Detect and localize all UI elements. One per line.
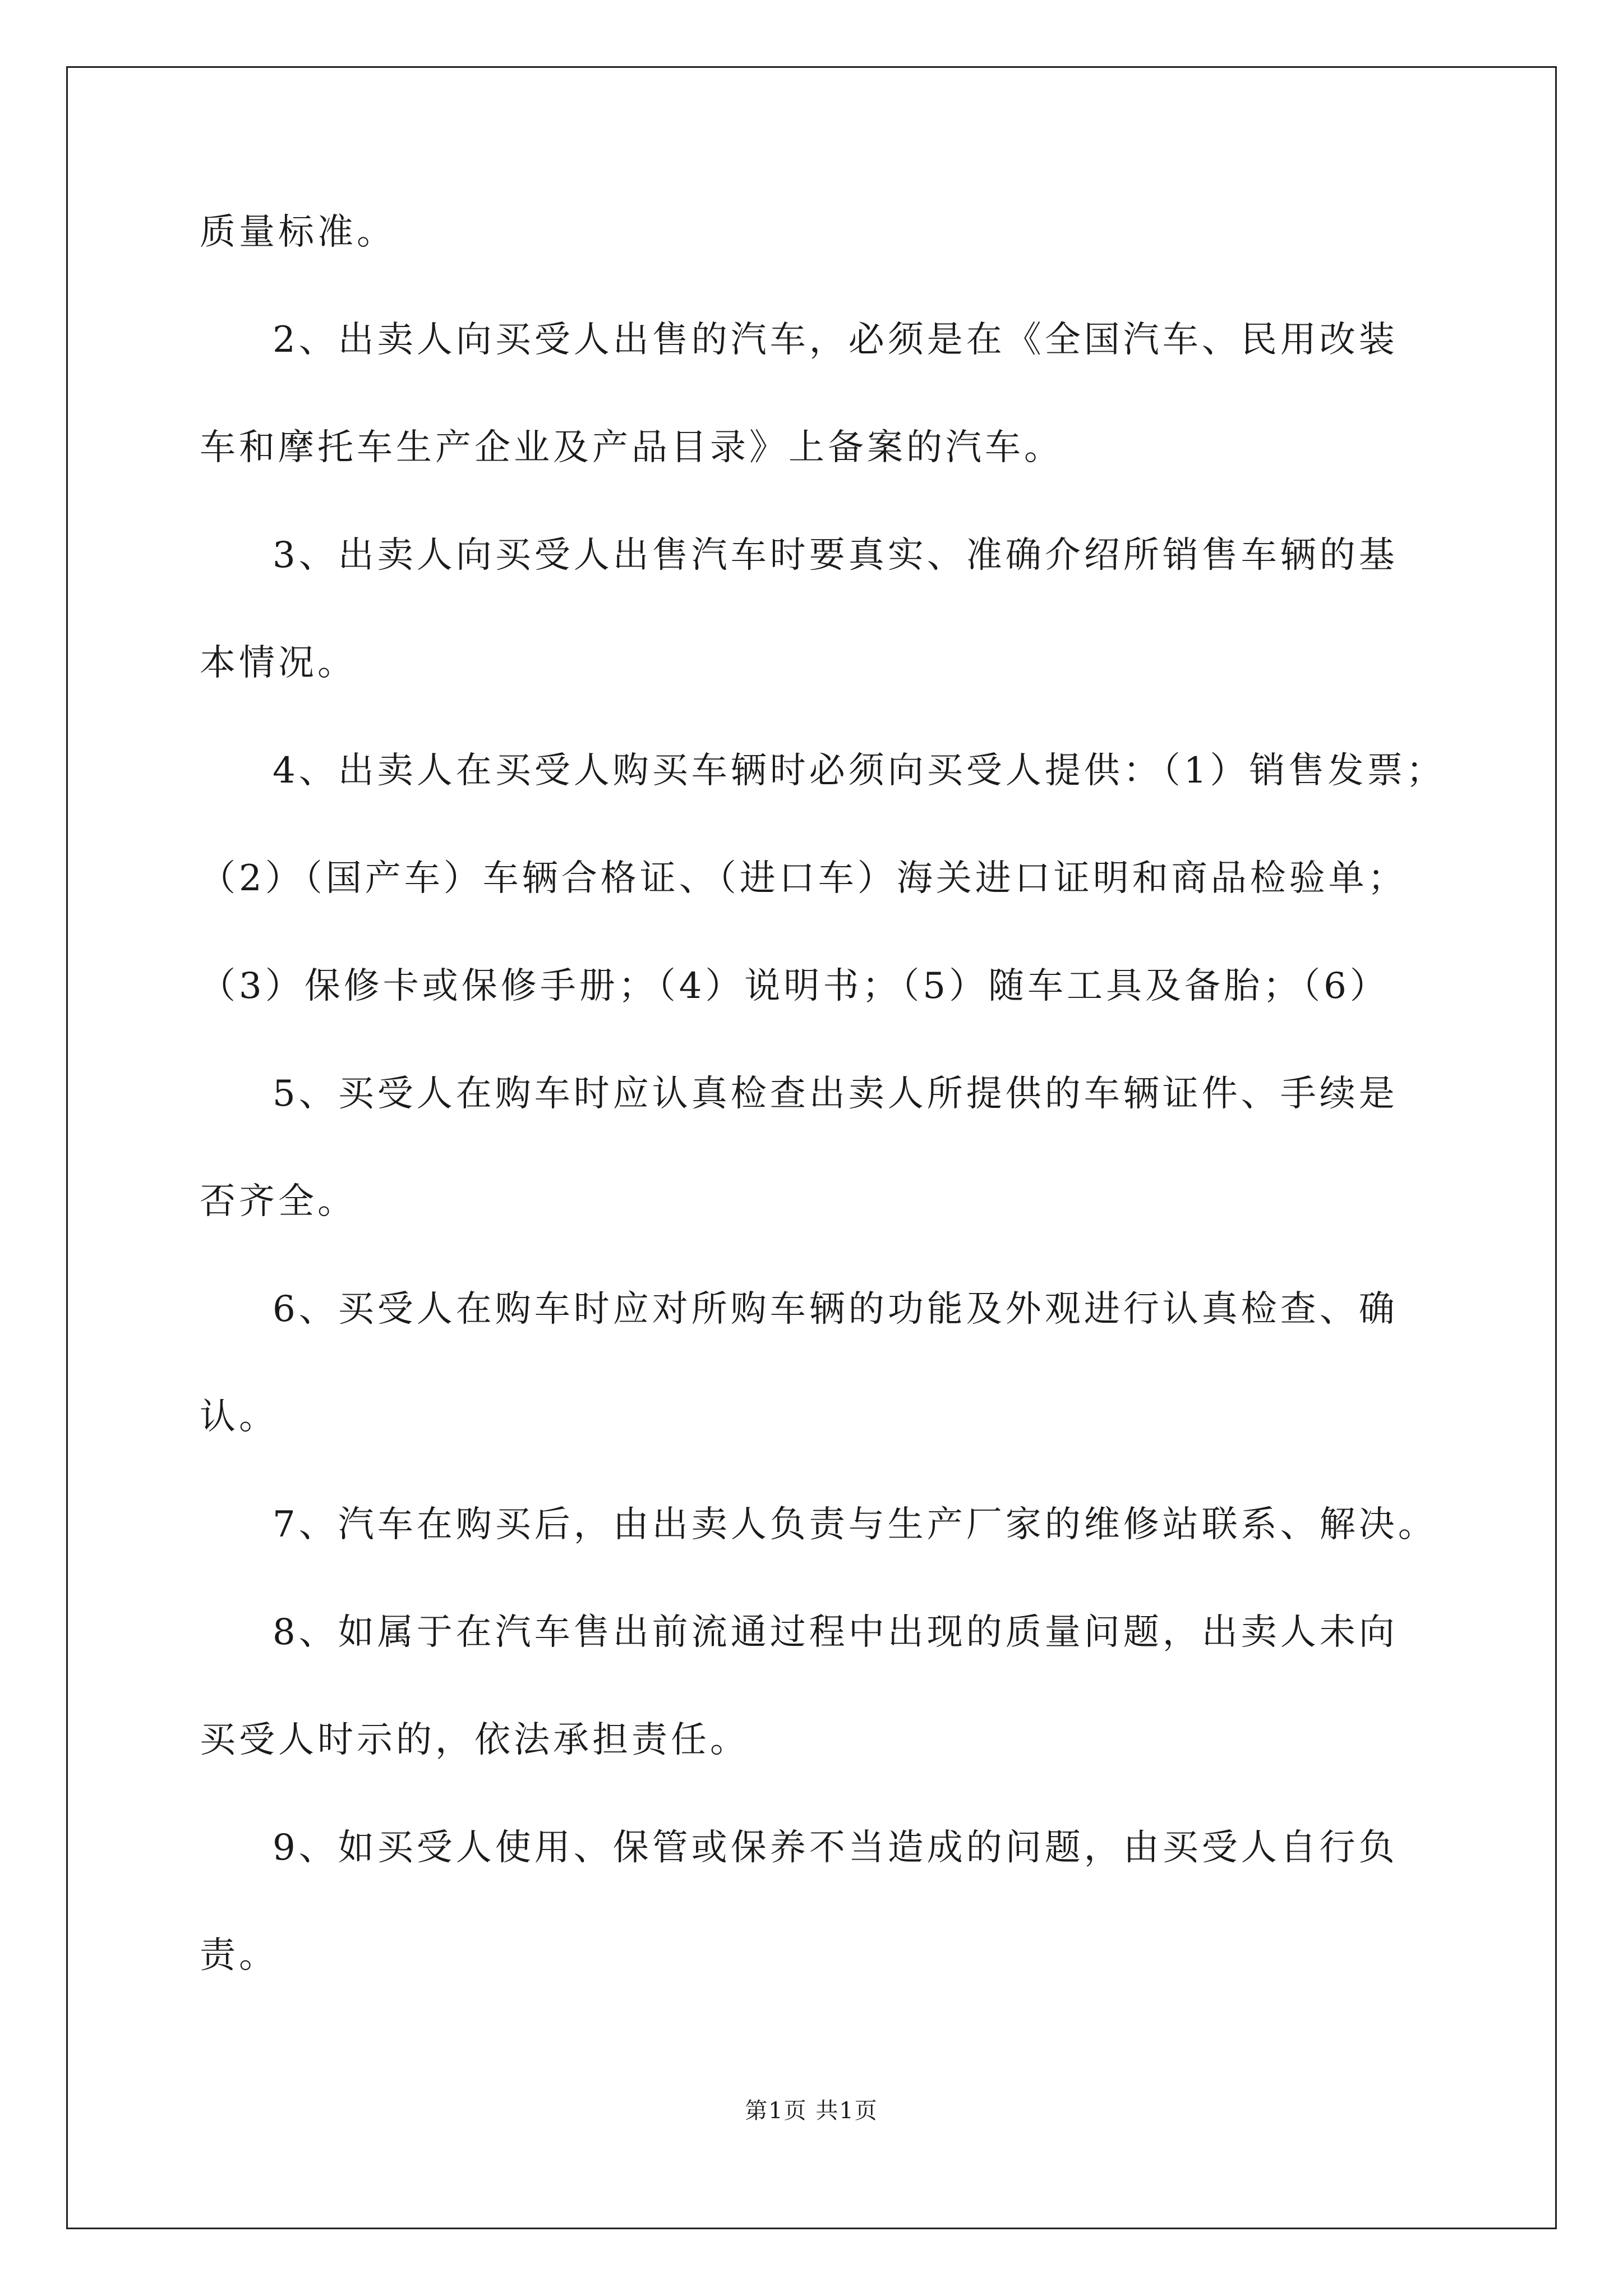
paragraph-2-line-1: 2、出卖人向买受人出售的汽车，必须是在《全国汽车、民用改装	[273, 319, 1398, 361]
paragraph-8-line-2: 买受人时示的，依法承担责任。	[200, 1719, 749, 1761]
paragraph-6-line-2: 认。	[200, 1396, 278, 1438]
paragraph-3-line-2: 本情况。	[200, 642, 357, 684]
paragraph-line: 质量标准。	[200, 211, 396, 253]
paragraph-6-line-1: 6、买受人在购车时应对所购车辆的功能及外观进行认真检查、确	[273, 1289, 1398, 1330]
paragraph-5-line-2: 否齐全。	[200, 1181, 357, 1222]
paragraph-4-line-1: 4、出卖人在买受人购买车辆时必须向买受人提供：（1）销售发票；	[273, 750, 1446, 792]
paragraph-5-line-1: 5、买受人在购车时应认真检查出卖人所提供的车辆证件、手续是	[273, 1073, 1398, 1115]
paragraph-4-line-3: （3）保修卡或保修手册；（4）说明书；（5）随车工具及备胎；（6）	[200, 965, 1389, 1007]
paragraph-4-line-2: （2）（国产车）车辆合格证、（进口车）海关进口证明和商品检验单；	[200, 858, 1407, 899]
paragraph-9-line-2: 责。	[200, 1935, 278, 1976]
paragraph-9-line-1: 9、如买受人使用、保管或保养不当造成的问题，由买受人自行负	[273, 1827, 1398, 1869]
paragraph-3-line-1: 3、出卖人向买受人出售汽车时要真实、准确介绍所销售车辆的基	[273, 535, 1398, 576]
paragraph-2-line-2: 车和摩托车生产企业及产品目录》上备案的汽车。	[200, 427, 1063, 468]
paragraph-8-line-1: 8、如属于在汽车售出前流通过程中出现的质量问题，出卖人未向	[273, 1612, 1398, 1653]
document-body	[200, 208, 1446, 1980]
paragraph-7-line-1: 7、汽车在购买后，由出卖人负责与生产厂家的维修站联系、解决。	[273, 1504, 1437, 1545]
page-number-footer: 第1页 共1页	[745, 2098, 878, 2124]
